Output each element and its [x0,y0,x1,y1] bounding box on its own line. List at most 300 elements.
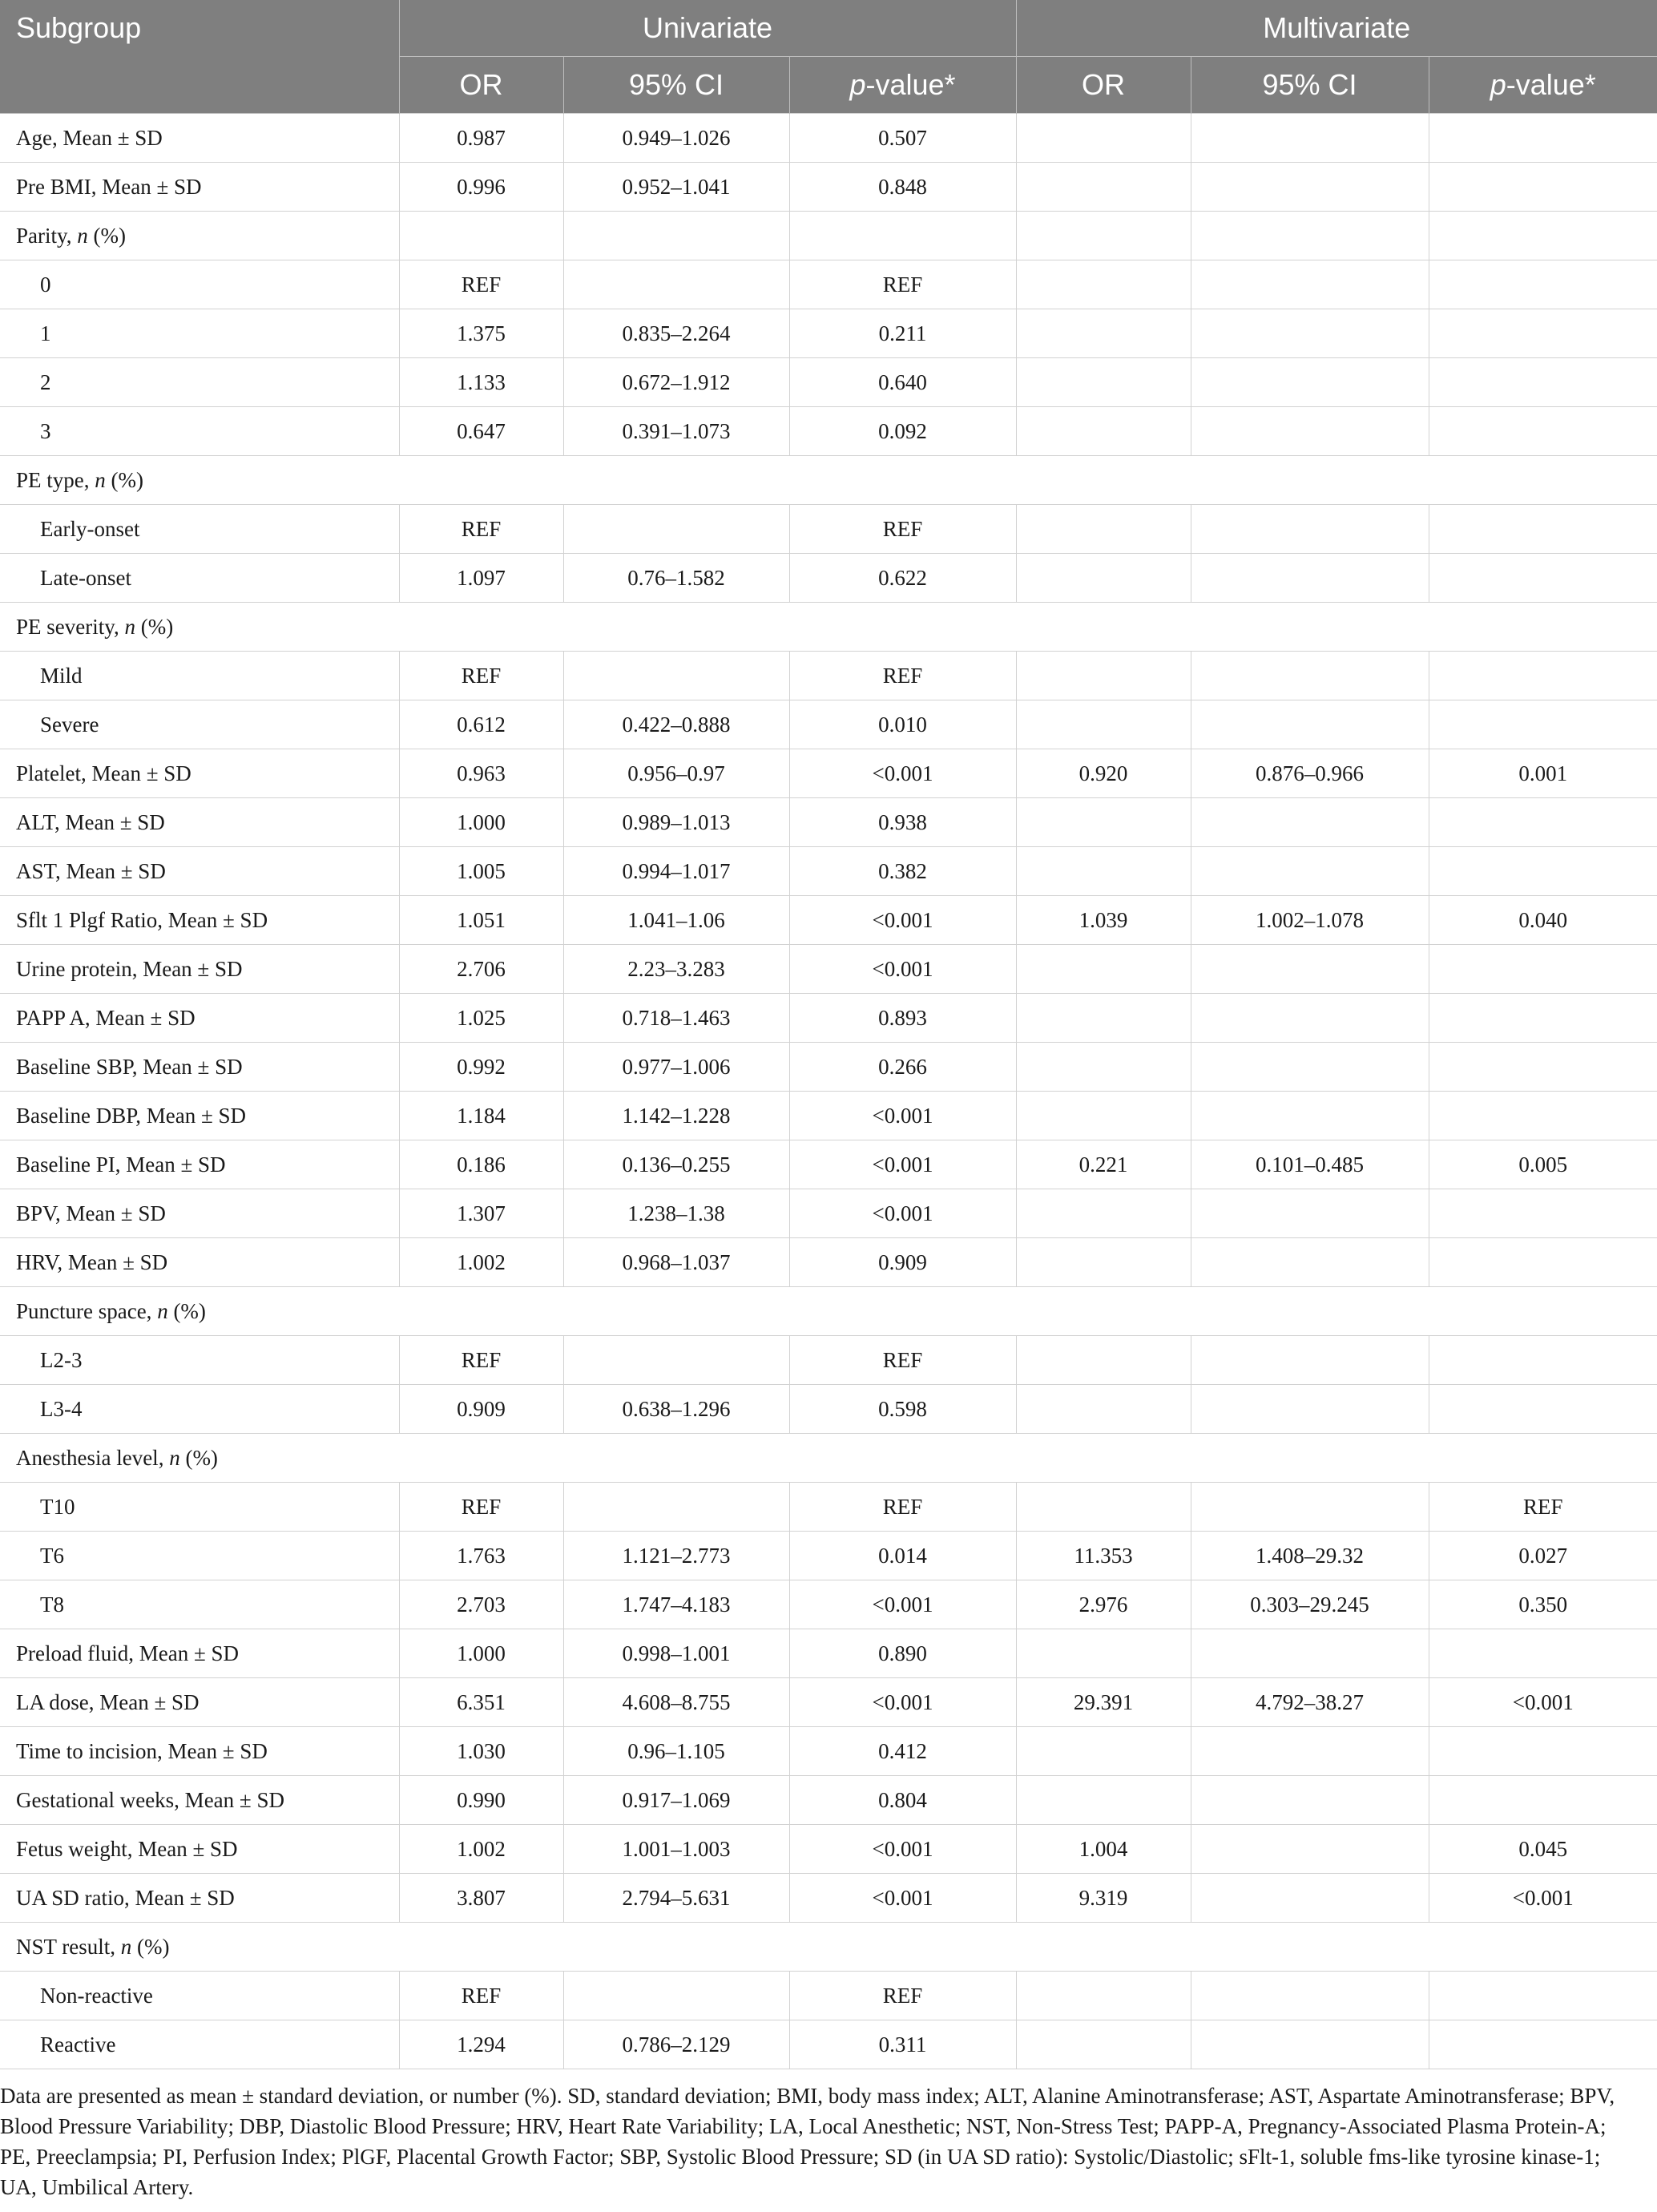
multi-ci-cell [1191,1238,1429,1287]
table-row [0,163,1657,212]
multi-or-cell: 1.039 [1016,896,1191,945]
row-label-text: Baseline DBP, Mean ± SD [16,1103,247,1128]
row-label-text: Anesthesia level, [16,1445,170,1470]
multi-pvalue-cell: 0.005 [1429,1140,1657,1189]
table-row [0,1629,1657,1678]
row-label-text: L2-3 [40,1347,83,1372]
uni-pvalue-cell: <0.001 [789,1092,1016,1140]
table-footnote: Data are presented as mean ± standard deviation, or number (%). SD, standard deviation; BMI, body mass index; ALT, Alanine Aminotransferase; AST, Aspartate Aminotransferase; BPV, Blood Pressure Variability; DBP, Diastolic Blood Pressure; HRV, Heart Rate Variability; LA, Local Anesthetic; NST, Non-Stress Test; PAPP-A, Pregnancy-Associated Plasma Protein-A; PE, Preeclampsia; PI, Perfusion Index; PlGF, Placental Growth Factor; SBP, Systolic Blood Pressure; SD (in UA SD ratio): Systolic/Diastolic; sFlt-1, soluble fms-like tyrosine kinase-1; UA, Umbilical Artery. [0,2084,1615,2199]
multi-ci-cell: 0.303–29.245 [1191,1580,1429,1629]
row-label-text: Mild [40,663,83,688]
uni-ci-cell: 1.238–1.38 [563,1189,789,1238]
uni-ci-cell: 0.998–1.001 [563,1629,789,1678]
row-label [0,1238,399,1287]
multi-ci-cell [1191,358,1429,407]
row-label-suffix: (%) [179,1445,218,1470]
multi-ci-cell [1191,554,1429,603]
row-label [0,1923,1657,1972]
uni-or-cell: 1.002 [399,1825,563,1874]
uni-ci-cell [563,260,789,309]
table-row [0,1678,1657,1727]
multi-pvalue-cell: 0.027 [1429,1532,1657,1580]
uni-ci-cell: 0.391–1.073 [563,407,789,456]
table-row [0,749,1657,798]
uni-pvalue-cell: REF [789,1483,1016,1532]
multi-ci-cell [1191,407,1429,456]
row-label [0,896,399,945]
row-label [0,163,399,212]
uni-ci-cell: 0.638–1.296 [563,1385,789,1434]
table-row [0,505,1657,554]
multi-ci-cell [1191,1825,1429,1874]
row-label-suffix: (%) [167,1298,206,1323]
row-label-text: Reactive [40,2032,116,2057]
multi-ci-cell [1191,700,1429,749]
uni-pvalue-cell: <0.001 [789,945,1016,994]
p-rest: -value* [1506,68,1596,101]
row-label [0,700,399,749]
uni-or-header: OR [399,57,563,114]
multi-ci-cell: 0.101–0.485 [1191,1140,1429,1189]
uni-pvalue-cell: 0.382 [789,847,1016,896]
row-label-text: HRV, Mean ± SD [16,1249,168,1274]
multi-pvalue-cell [1429,163,1657,212]
row-label-text: PAPP A, Mean ± SD [16,1005,196,1030]
multi-or-cell [1016,1972,1191,2020]
multi-pvalue-cell [1429,1629,1657,1678]
multivariate-header: Multivariate [1016,0,1657,57]
row-label [0,1483,399,1532]
multi-ci-cell [1191,994,1429,1043]
table-row [0,1385,1657,1434]
multi-or-header: OR [1016,57,1191,114]
uni-ci-cell: 0.672–1.912 [563,358,789,407]
table-row [0,1434,1657,1483]
uni-pvalue-cell: 0.266 [789,1043,1016,1092]
multi-or-cell [1016,1189,1191,1238]
multi-pvalue-cell [1429,505,1657,554]
p-italic: p [849,68,866,101]
multi-pvalue-cell [1429,554,1657,603]
multi-pvalue-cell [1429,700,1657,749]
multi-or-cell [1016,652,1191,700]
row-label [0,945,399,994]
uni-pvalue-cell: REF [789,652,1016,700]
uni-ci-cell: 1.142–1.228 [563,1092,789,1140]
multi-ci-cell: 1.408–29.32 [1191,1532,1429,1580]
row-label-italic: n [77,223,88,248]
uni-ci-cell: 0.977–1.006 [563,1043,789,1092]
uni-pvalue-cell: 0.890 [789,1629,1016,1678]
row-label [0,212,399,260]
row-label-text: Puncture space, [16,1298,158,1323]
uni-ci-cell: 0.136–0.255 [563,1140,789,1189]
row-label [0,1189,399,1238]
row-label-suffix: (%) [105,467,143,492]
row-label-italic: n [120,1934,132,1959]
uni-pvalue-cell: REF [789,505,1016,554]
table-row [0,1972,1657,2020]
row-label [0,749,399,798]
uni-pvalue-cell: REF [789,260,1016,309]
row-label-text: Age, Mean ± SD [16,125,163,150]
multi-ci-cell [1191,847,1429,896]
uni-ci-cell [563,212,789,260]
row-label-text: Parity, [16,223,78,248]
multi-or-cell [1016,2020,1191,2069]
row-label-text: PE type, [16,467,95,492]
uni-pvalue-cell: <0.001 [789,1140,1016,1189]
table-row [0,1825,1657,1874]
row-label-text: Baseline SBP, Mean ± SD [16,1054,243,1079]
row-label-text: T6 [40,1543,64,1568]
multi-ci-cell [1191,163,1429,212]
uni-or-cell [399,212,563,260]
uni-or-cell: 2.706 [399,945,563,994]
multi-pvalue-cell [1429,114,1657,163]
uni-ci-cell: 1.747–4.183 [563,1580,789,1629]
uni-or-cell: 0.990 [399,1776,563,1825]
table-row [0,114,1657,163]
row-label-text: PE severity, [16,614,125,639]
uni-or-cell: REF [399,505,563,554]
row-label [0,994,399,1043]
uni-ci-cell: 1.041–1.06 [563,896,789,945]
row-label [0,260,399,309]
table-row [0,1776,1657,1825]
table-row [0,358,1657,407]
uni-pvalue-cell: <0.001 [789,1580,1016,1629]
row-label [0,1287,1657,1336]
row-label-text: Preload fluid, Mean ± SD [16,1641,240,1665]
uni-pvalue-cell: <0.001 [789,1678,1016,1727]
uni-or-cell: 1.030 [399,1727,563,1776]
table-row [0,994,1657,1043]
uni-ci-cell: 0.994–1.017 [563,847,789,896]
uni-pvalue-cell: 0.909 [789,1238,1016,1287]
uni-or-cell: 1.184 [399,1092,563,1140]
table-row [0,260,1657,309]
uni-pvalue-cell: REF [789,1972,1016,2020]
uni-ci-cell: 1.001–1.003 [563,1825,789,1874]
uni-pvalue-cell: REF [789,1336,1016,1385]
multi-ci-cell [1191,114,1429,163]
multi-pvalue-cell [1429,212,1657,260]
table-row [0,896,1657,945]
uni-ci-cell [563,505,789,554]
subgroup-header: Subgroup [0,0,399,114]
multi-ci-cell [1191,505,1429,554]
multi-ci-cell: 4.792–38.27 [1191,1678,1429,1727]
row-label-suffix: (%) [131,1934,170,1959]
uni-ci-cell: 0.917–1.069 [563,1776,789,1825]
multi-pvalue-cell [1429,1727,1657,1776]
uni-pvalue-header [789,57,1016,114]
uni-or-cell: 0.186 [399,1140,563,1189]
row-label-text: L3-4 [40,1396,83,1421]
row-label [0,456,1657,505]
uni-ci-cell: 0.956–0.97 [563,749,789,798]
table-row [0,1727,1657,1776]
uni-ci-cell [563,1972,789,2020]
table-row [0,554,1657,603]
row-label [0,1629,399,1678]
multi-ci-cell [1191,1972,1429,2020]
row-label-text: Severe [40,712,99,737]
row-label [0,407,399,456]
uni-pvalue-cell: <0.001 [789,1825,1016,1874]
table-row [0,1238,1657,1287]
multi-ci-cell: 1.002–1.078 [1191,896,1429,945]
uni-or-cell: 1.025 [399,994,563,1043]
row-label [0,798,399,847]
row-label [0,309,399,358]
uni-pvalue-cell: 0.622 [789,554,1016,603]
multi-ci-cell [1191,1776,1429,1825]
row-label-italic: n [157,1298,168,1323]
uni-or-cell: 1.000 [399,1629,563,1678]
multi-or-cell [1016,212,1191,260]
multi-pvalue-cell: 0.001 [1429,749,1657,798]
uni-or-cell: 2.703 [399,1580,563,1629]
multi-or-cell: 0.920 [1016,749,1191,798]
multi-or-cell: 2.976 [1016,1580,1191,1629]
row-label-text: Fetus weight, Mean ± SD [16,1836,238,1861]
uni-ci-cell [563,1336,789,1385]
uni-pvalue-cell: 0.598 [789,1385,1016,1434]
row-label-text: LA dose, Mean ± SD [16,1689,200,1714]
multi-pvalue-cell [1429,652,1657,700]
multi-ci-cell [1191,1092,1429,1140]
multi-or-cell [1016,1776,1191,1825]
row-label-italic: n [124,614,135,639]
row-label-italic: n [95,467,106,492]
uni-or-cell: 0.987 [399,114,563,163]
uni-pvalue-cell: 0.412 [789,1727,1016,1776]
multi-pvalue-cell [1429,847,1657,896]
multi-pvalue-cell [1429,1972,1657,2020]
row-label-text: 2 [40,369,51,394]
row-label-suffix: (%) [135,614,174,639]
row-label-text: Pre BMI, Mean ± SD [16,174,202,199]
table-header [0,0,1657,114]
uni-or-cell: 1.097 [399,554,563,603]
row-label [0,1825,399,1874]
uni-or-cell: REF [399,652,563,700]
row-label [0,1336,399,1385]
uni-ci-cell: 0.968–1.037 [563,1238,789,1287]
uni-ci-cell: 0.786–2.129 [563,2020,789,2069]
uni-or-cell: 0.909 [399,1385,563,1434]
row-label [0,1972,399,2020]
uni-pvalue-cell: 0.640 [789,358,1016,407]
uni-pvalue-cell: <0.001 [789,749,1016,798]
uni-or-cell: 3.807 [399,1874,563,1923]
multi-ci-cell [1191,2020,1429,2069]
multi-or-cell [1016,994,1191,1043]
multi-or-cell [1016,1043,1191,1092]
uni-pvalue-cell: 0.507 [789,114,1016,163]
table-body [0,114,1657,2069]
row-label-text: NST result, [16,1934,121,1959]
uni-or-cell: 1.375 [399,309,563,358]
multi-pvalue-cell [1429,994,1657,1043]
multi-or-cell [1016,1238,1191,1287]
uni-pvalue-cell: 0.010 [789,700,1016,749]
uni-or-cell: 0.992 [399,1043,563,1092]
multi-or-cell [1016,260,1191,309]
multi-ci-cell [1191,1189,1429,1238]
multi-or-cell: 29.391 [1016,1678,1191,1727]
multi-or-cell [1016,1336,1191,1385]
multi-ci-cell: 0.876–0.966 [1191,749,1429,798]
multi-ci-cell [1191,798,1429,847]
uni-ci-cell: 0.949–1.026 [563,114,789,163]
row-label-text: Non-reactive [40,1983,153,2008]
table-row [0,652,1657,700]
table-row [0,1483,1657,1532]
uni-or-cell: 0.963 [399,749,563,798]
uni-pvalue-cell: <0.001 [789,1189,1016,1238]
row-label [0,847,399,896]
uni-pvalue-cell: 0.804 [789,1776,1016,1825]
multi-pvalue-cell [1429,358,1657,407]
multi-or-cell [1016,1385,1191,1434]
multi-ci-cell [1191,1483,1429,1532]
row-label-italic: n [169,1445,180,1470]
uni-pvalue-cell: 0.092 [789,407,1016,456]
row-label [0,1532,399,1580]
multi-pvalue-cell [1429,798,1657,847]
row-label [0,2020,399,2069]
uni-ci-cell: 0.952–1.041 [563,163,789,212]
uni-or-cell: 1.307 [399,1189,563,1238]
multi-pvalue-cell: 0.350 [1429,1580,1657,1629]
table-row [0,700,1657,749]
row-label-text: Early-onset [40,516,140,541]
multi-ci-cell [1191,1043,1429,1092]
table-row [0,1043,1657,1092]
multi-ci-cell [1191,652,1429,700]
uni-ci-header: 95% CI [563,57,789,114]
multi-ci-cell [1191,1727,1429,1776]
row-label-text: 0 [40,272,51,297]
multi-ci-cell [1191,945,1429,994]
table-row [0,847,1657,896]
uni-pvalue-cell: 0.893 [789,994,1016,1043]
table-row [0,1092,1657,1140]
uni-pvalue-cell: 0.211 [789,309,1016,358]
uni-or-cell: 1.133 [399,358,563,407]
uni-ci-cell [563,1483,789,1532]
uni-or-cell: REF [399,1483,563,1532]
multi-or-cell [1016,1483,1191,1532]
header-row-groups [0,0,1657,57]
table-row [0,212,1657,260]
multi-pvalue-cell [1429,945,1657,994]
multi-or-cell [1016,163,1191,212]
uni-or-cell: 1.294 [399,2020,563,2069]
row-label-text: Urine protein, Mean ± SD [16,956,243,981]
multi-pvalue-cell [1429,1189,1657,1238]
table-row [0,798,1657,847]
multi-pvalue-cell [1429,407,1657,456]
row-label-text: Platelet, Mean ± SD [16,761,192,785]
row-label [0,1580,399,1629]
multi-or-cell [1016,1727,1191,1776]
uni-ci-cell: 1.121–2.773 [563,1532,789,1580]
table-row [0,1189,1657,1238]
row-label-text: T8 [40,1592,64,1617]
uni-pvalue-cell: 0.938 [789,798,1016,847]
uni-pvalue-cell: 0.848 [789,163,1016,212]
multi-pvalue-cell: REF [1429,1483,1657,1532]
table-row [0,1336,1657,1385]
row-label-text: Late-onset [40,565,131,590]
multi-pvalue-cell [1429,1043,1657,1092]
row-label [0,1727,399,1776]
multi-or-cell [1016,554,1191,603]
table-row [0,407,1657,456]
row-label [0,358,399,407]
multi-or-cell [1016,505,1191,554]
row-label-text: Sflt 1 Plgf Ratio, Mean ± SD [16,907,268,932]
multi-ci-cell [1191,260,1429,309]
multi-ci-cell [1191,1336,1429,1385]
multi-pvalue-cell: <0.001 [1429,1874,1657,1923]
row-label [0,1678,399,1727]
uni-pvalue-cell: <0.001 [789,1874,1016,1923]
row-label-text: Baseline PI, Mean ± SD [16,1152,226,1177]
row-label-text: AST, Mean ± SD [16,858,166,883]
multi-pvalue-cell: 0.040 [1429,896,1657,945]
multi-or-cell [1016,1092,1191,1140]
uni-or-cell: 1.002 [399,1238,563,1287]
univariate-header: Univariate [399,0,1016,57]
p-rest: -value* [865,68,956,101]
uni-ci-cell: 0.835–2.264 [563,309,789,358]
row-label [0,1776,399,1825]
multi-pvalue-cell: <0.001 [1429,1678,1657,1727]
uni-pvalue-cell: <0.001 [789,896,1016,945]
uni-ci-cell: 0.422–0.888 [563,700,789,749]
multi-or-cell [1016,1629,1191,1678]
multi-pvalue-cell [1429,2020,1657,2069]
row-label-text: T10 [40,1494,75,1519]
uni-or-cell: REF [399,260,563,309]
row-label [0,114,399,163]
uni-or-cell: REF [399,1972,563,2020]
uni-ci-cell: 0.718–1.463 [563,994,789,1043]
row-label [0,1434,1657,1483]
row-label-text: UA SD ratio, Mean ± SD [16,1885,235,1910]
uni-pvalue-cell [789,212,1016,260]
uni-or-cell: 1.763 [399,1532,563,1580]
row-label-text: Gestational weeks, Mean ± SD [16,1787,284,1812]
multi-pvalue-header [1429,57,1657,114]
multi-or-cell [1016,114,1191,163]
table-row [0,1580,1657,1629]
uni-or-cell: 0.612 [399,700,563,749]
multi-or-cell: 1.004 [1016,1825,1191,1874]
multi-or-cell: 0.221 [1016,1140,1191,1189]
table-row [0,1532,1657,1580]
multi-ci-cell [1191,1629,1429,1678]
row-label [0,554,399,603]
multi-or-cell: 9.319 [1016,1874,1191,1923]
multi-or-cell [1016,847,1191,896]
table-row [0,603,1657,652]
